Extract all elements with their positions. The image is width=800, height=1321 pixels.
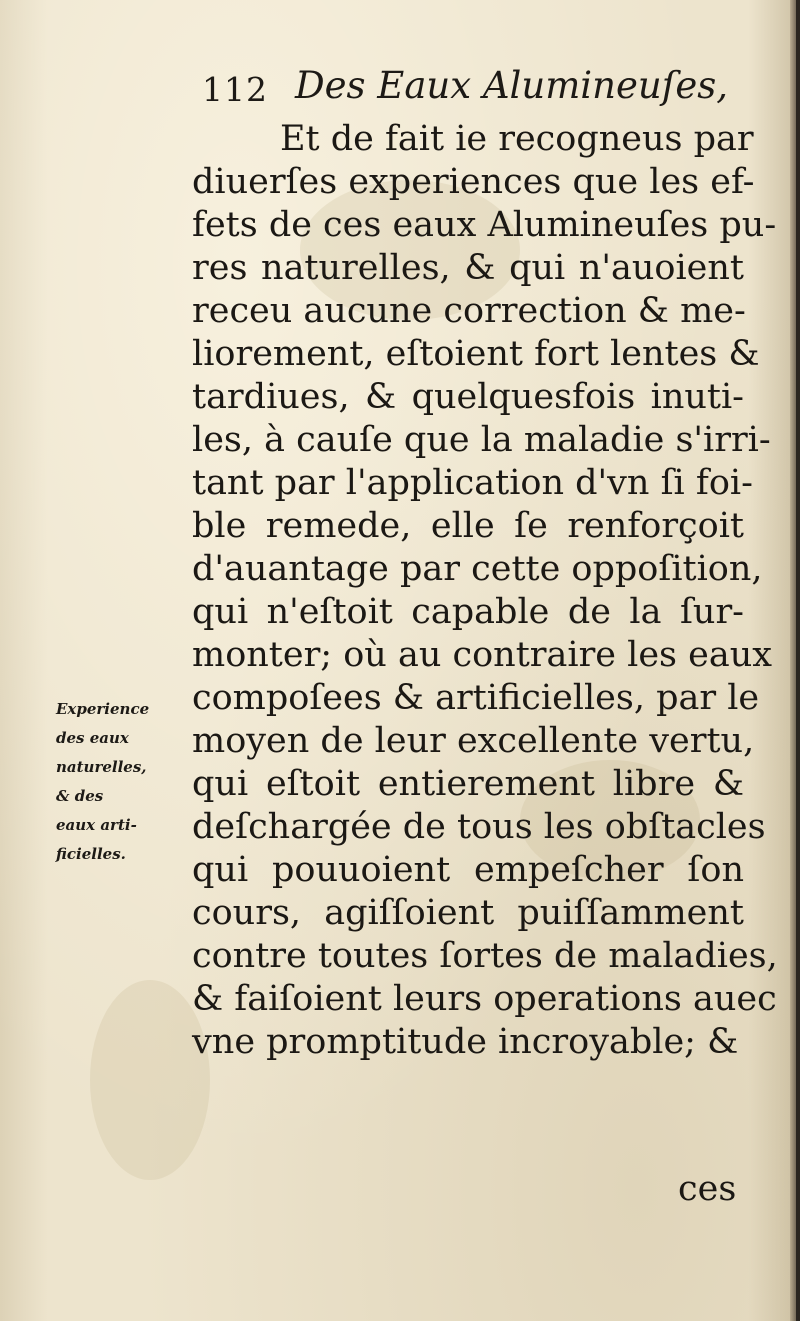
text-line: contre toutes ſortes de maladies,	[192, 936, 778, 976]
page-header	[200, 64, 729, 114]
text-line: liorement, eſtoient fort lentes &	[192, 334, 760, 374]
text-line: monter; où au contraire les eaux	[192, 635, 772, 675]
marginal-note-line: naturelles,	[56, 758, 147, 776]
text-line: ble remede, elle ſe renforçoit	[192, 506, 744, 546]
text-line: diuerſes experiences que les ef-	[192, 162, 755, 202]
marginal-note-line: eaux arti-	[56, 816, 137, 834]
marginal-note-line: & des	[56, 787, 104, 805]
text-line: les, à cauſe que la maladie s'irri-	[192, 420, 771, 460]
text-line: cours, agiſſoient puiſſamment	[192, 893, 744, 933]
running-head: Des Eaux Alumineuſes,	[295, 64, 729, 107]
body-text	[192, 118, 778, 1064]
text-line: d'auantage par cette oppoſition,	[192, 549, 763, 589]
text-line: tardiues, & quelquesfois inuti-	[192, 377, 744, 417]
text-line: tant par l'application d'vn ſi foi-	[192, 463, 753, 503]
catchword: ces	[678, 1169, 737, 1209]
marginal-note-line: Experience	[56, 700, 150, 718]
text-line: & faiſoient leurs operations auec	[192, 979, 777, 1019]
page-edge-shadow	[790, 0, 796, 1321]
text-line: res naturelles, & qui n'auoient	[192, 248, 744, 288]
text-line: qui n'eſtoit capable de la ſur-	[192, 592, 744, 632]
marginal-note-line: des eaux	[56, 729, 129, 747]
page-number: 112	[202, 70, 268, 109]
text-line: moyen de leur excellente vertu,	[192, 721, 755, 761]
text-line: qui eſtoit entierement libre &	[192, 764, 744, 804]
text-line: vne promptitude incroyable; &	[192, 1022, 739, 1062]
text-line: Et de fait ie recogneus par	[280, 119, 754, 159]
text-line: deſchargée de tous les obſtacles	[192, 807, 766, 847]
text-line: receu aucune correction & me-	[192, 291, 746, 331]
marginal-note-line: ficielles.	[56, 845, 126, 863]
text-line: compoſees & artificielles, par le	[192, 678, 760, 718]
marginal-note	[56, 695, 186, 869]
text-line: fets de ces eaux Alumineuſes pu-	[192, 205, 777, 245]
text-line: qui pouuoient empeſcher ſon	[192, 850, 744, 890]
